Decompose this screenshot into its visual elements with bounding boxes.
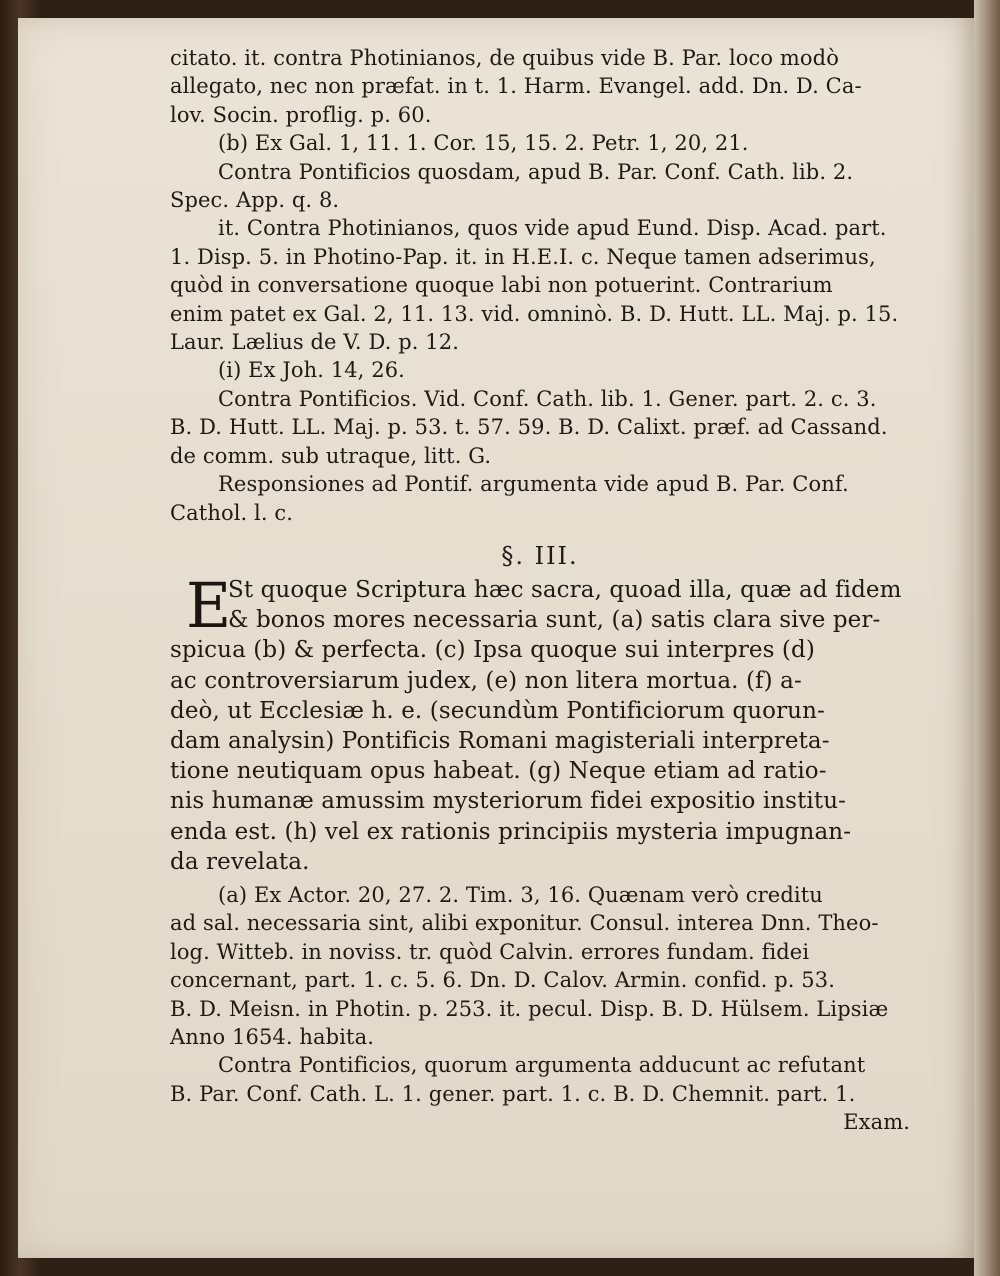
text-line: log. Witteb. in noviss. tr. quòd Calvin. errores fundam. fidei (170, 939, 810, 964)
text-line: Spec. App. q. 8. (170, 188, 340, 213)
text-line: concernant, part. 1. c. 5. 6. Dn. D. Calov. Armin. confid. p. 53. (170, 968, 835, 993)
footnote-a (170, 881, 910, 1108)
text-line: enda est. (h) vel ex rationis principiis mysteria impugnan- (170, 818, 852, 845)
text-line: (a) Ex Actor. 20, 27. 2. Tim. 3, 16. Quænam verò creditu (218, 882, 823, 907)
text-line: quòd in conversatione quoque labi non potuerint. Contrarium (170, 273, 833, 298)
footnote-i (170, 356, 910, 526)
catchword: Exam. (843, 1110, 910, 1135)
text-line: spicua (b) & perfecta. (c) Ipsa quoque sui interpres (d) (170, 637, 815, 664)
text-line: Laur. Lælius de V. D. p. 12. (170, 330, 459, 355)
text-line: (b) Ex Gal. 1, 11. 1. Cor. 15, 15. 2. Petr. 1, 20, 21. (218, 131, 749, 156)
page-edge (974, 0, 1000, 1276)
main-paragraph (170, 568, 910, 877)
page-text (170, 44, 910, 1137)
text-line: ac controversiarum judex, (e) non litera mortua. (f) a- (170, 667, 802, 694)
text-line: B. Par. Conf. Cath. L. 1. gener. part. 1. c. B. D. Chemnit. part. 1. (170, 1081, 856, 1106)
text-line: nis humanæ amussim mysteriorum fidei expositio institu- (170, 788, 847, 815)
text-line: ad sal. necessaria sint, alibi exponitur. Consul. interea Dnn. Theo- (170, 911, 879, 936)
text-line: Contra Pontificios. Vid. Conf. Cath. lib. 1. Gener. part. 2. c. 3. (218, 386, 877, 411)
text-line: 1. Disp. 5. in Photino-Pap. it. in H.E.I. c. Neque tamen adserimus, (170, 244, 876, 269)
text-line: B. D. Hutt. LL. Maj. p. 53. t. 57. 59. B. D. Calixt. præf. ad Cassand. (170, 415, 888, 440)
drop-cap: E (186, 568, 232, 642)
text-line: enim patet ex Gal. 2, 11. 13. vid. omninò. B. D. Hutt. LL. Maj. p. 15. (170, 301, 899, 326)
footnote-b (170, 129, 910, 356)
text-line: allegato, nec non præfat. in t. 1. Harm. Evangel. add. Dn. D. Ca- (170, 74, 862, 99)
text-line: it. Contra Photinianos, quos vide apud Eund. Disp. Acad. part. (218, 216, 887, 241)
section-heading: §. III. (501, 541, 579, 570)
text-line: Cathol. l. c. (170, 500, 294, 525)
text-line: B. D. Meisn. in Photin. p. 253. it. pecul. Disp. B. D. Hülsem. Lipsiæ (170, 996, 889, 1021)
text-line: tione neutiquam opus habeat. (g) Neque etiam ad ratio- (170, 758, 827, 785)
footnote-continuation (170, 44, 910, 129)
text-line: & bonos mores necessaria sunt, (a) satis clara sive per- (228, 607, 881, 634)
text-line: Contra Pontificios, quorum argumenta adducunt ac refutant (218, 1053, 866, 1078)
text-line: (i) Ex Joh. 14, 26. (218, 358, 405, 383)
text-line: da revelata. (170, 848, 310, 875)
text-line: dam analysin) Pontificis Romani magisteriali interpreta- (170, 727, 830, 754)
text-line: de comm. sub utraque, litt. G. (170, 443, 492, 468)
text-line: deò, ut Ecclesiæ h. e. (secundùm Pontificiorum quorun- (170, 697, 825, 724)
text-line: citato. it. contra Photinianos, de quibus vide B. Par. loco modò (170, 46, 839, 70)
text-line: St quoque Scriptura hæc sacra, quoad illa, quæ ad fidem (228, 576, 902, 603)
text-line: Anno 1654. habita. (170, 1024, 374, 1049)
text-line: lov. Socin. proflig. p. 60. (170, 102, 432, 127)
text-line: Responsiones ad Pontif. argumenta vide apud B. Par. Conf. (218, 472, 849, 497)
text-line: Contra Pontificios quosdam, apud B. Par. Conf. Cath. lib. 2. (218, 159, 854, 184)
